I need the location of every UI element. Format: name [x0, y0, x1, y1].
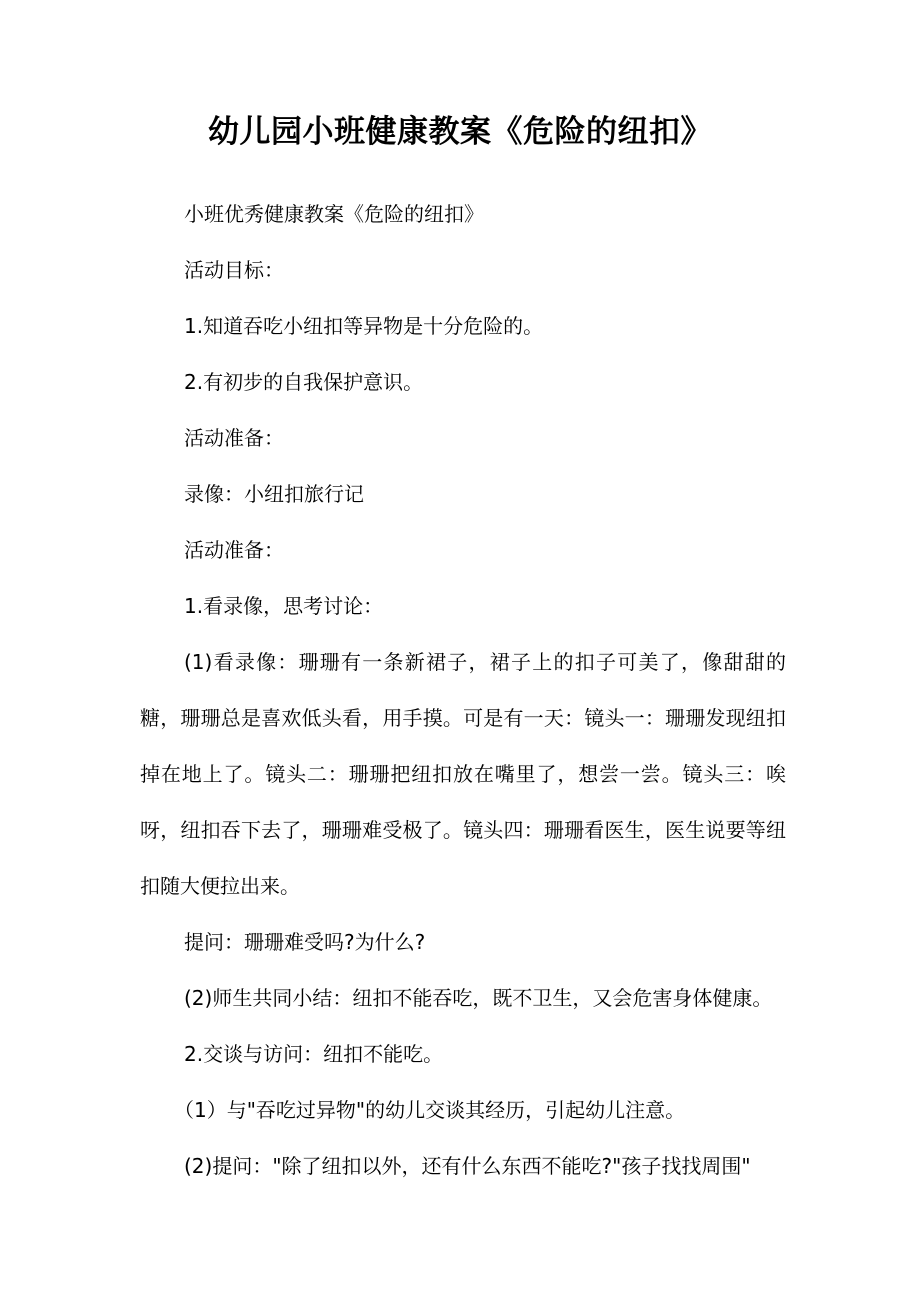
goals-heading: 活动目标：: [184, 258, 284, 282]
goal-item-2: 2.有初步的自我保护意识。: [184, 370, 424, 394]
step-1-1-paragraph: (1)看录像：珊珊有一条新裙子，裙子上的扣子可美了，像甜甜的糖，珊珊总是喜欢低头看，用手摸。可是有一天：镜头一：珊珊发现纽扣掉在地上了。镜头二：珊珊把纽扣放在嘴里了，想尝一尝。镜头三：唉呀，纽扣吞下去了，珊珊难受极了。镜头四：珊珊看医生，医生说要等纽扣随大便拉出来。: [140, 650, 786, 898]
prep-heading: 活动准备：: [184, 426, 284, 450]
goal-item-1: 1.知道吞吃小纽扣等异物是十分危险的。: [184, 314, 544, 338]
video-line: 录像：小纽扣旅行记: [184, 482, 364, 506]
step-1-heading: 1.看录像，思考讨论：: [184, 594, 384, 618]
document-title: 幼儿园小班健康教案《危险的纽扣》: [208, 114, 712, 150]
step-2-1-line: （1）与"吞吃过异物"的幼儿交谈其经历，引起幼儿注意。: [174, 1098, 686, 1122]
step-1-2-summary: (2)师生共同小结：纽扣不能吞吃，既不卫生，又会危害身体健康。: [184, 986, 773, 1010]
step-2-2-line: (2)提问："除了纽扣以外，还有什么东西不能吃?"孩子找找周围": [184, 1154, 751, 1178]
process-heading: 活动准备：: [184, 538, 284, 562]
subtitle-line: 小班优秀健康教案《危险的纽扣》: [184, 202, 484, 226]
question-line: 提问：珊珊难受吗?为什么?: [184, 930, 426, 954]
step-2-heading: 2.交谈与访问：纽扣不能吃。: [184, 1042, 444, 1066]
